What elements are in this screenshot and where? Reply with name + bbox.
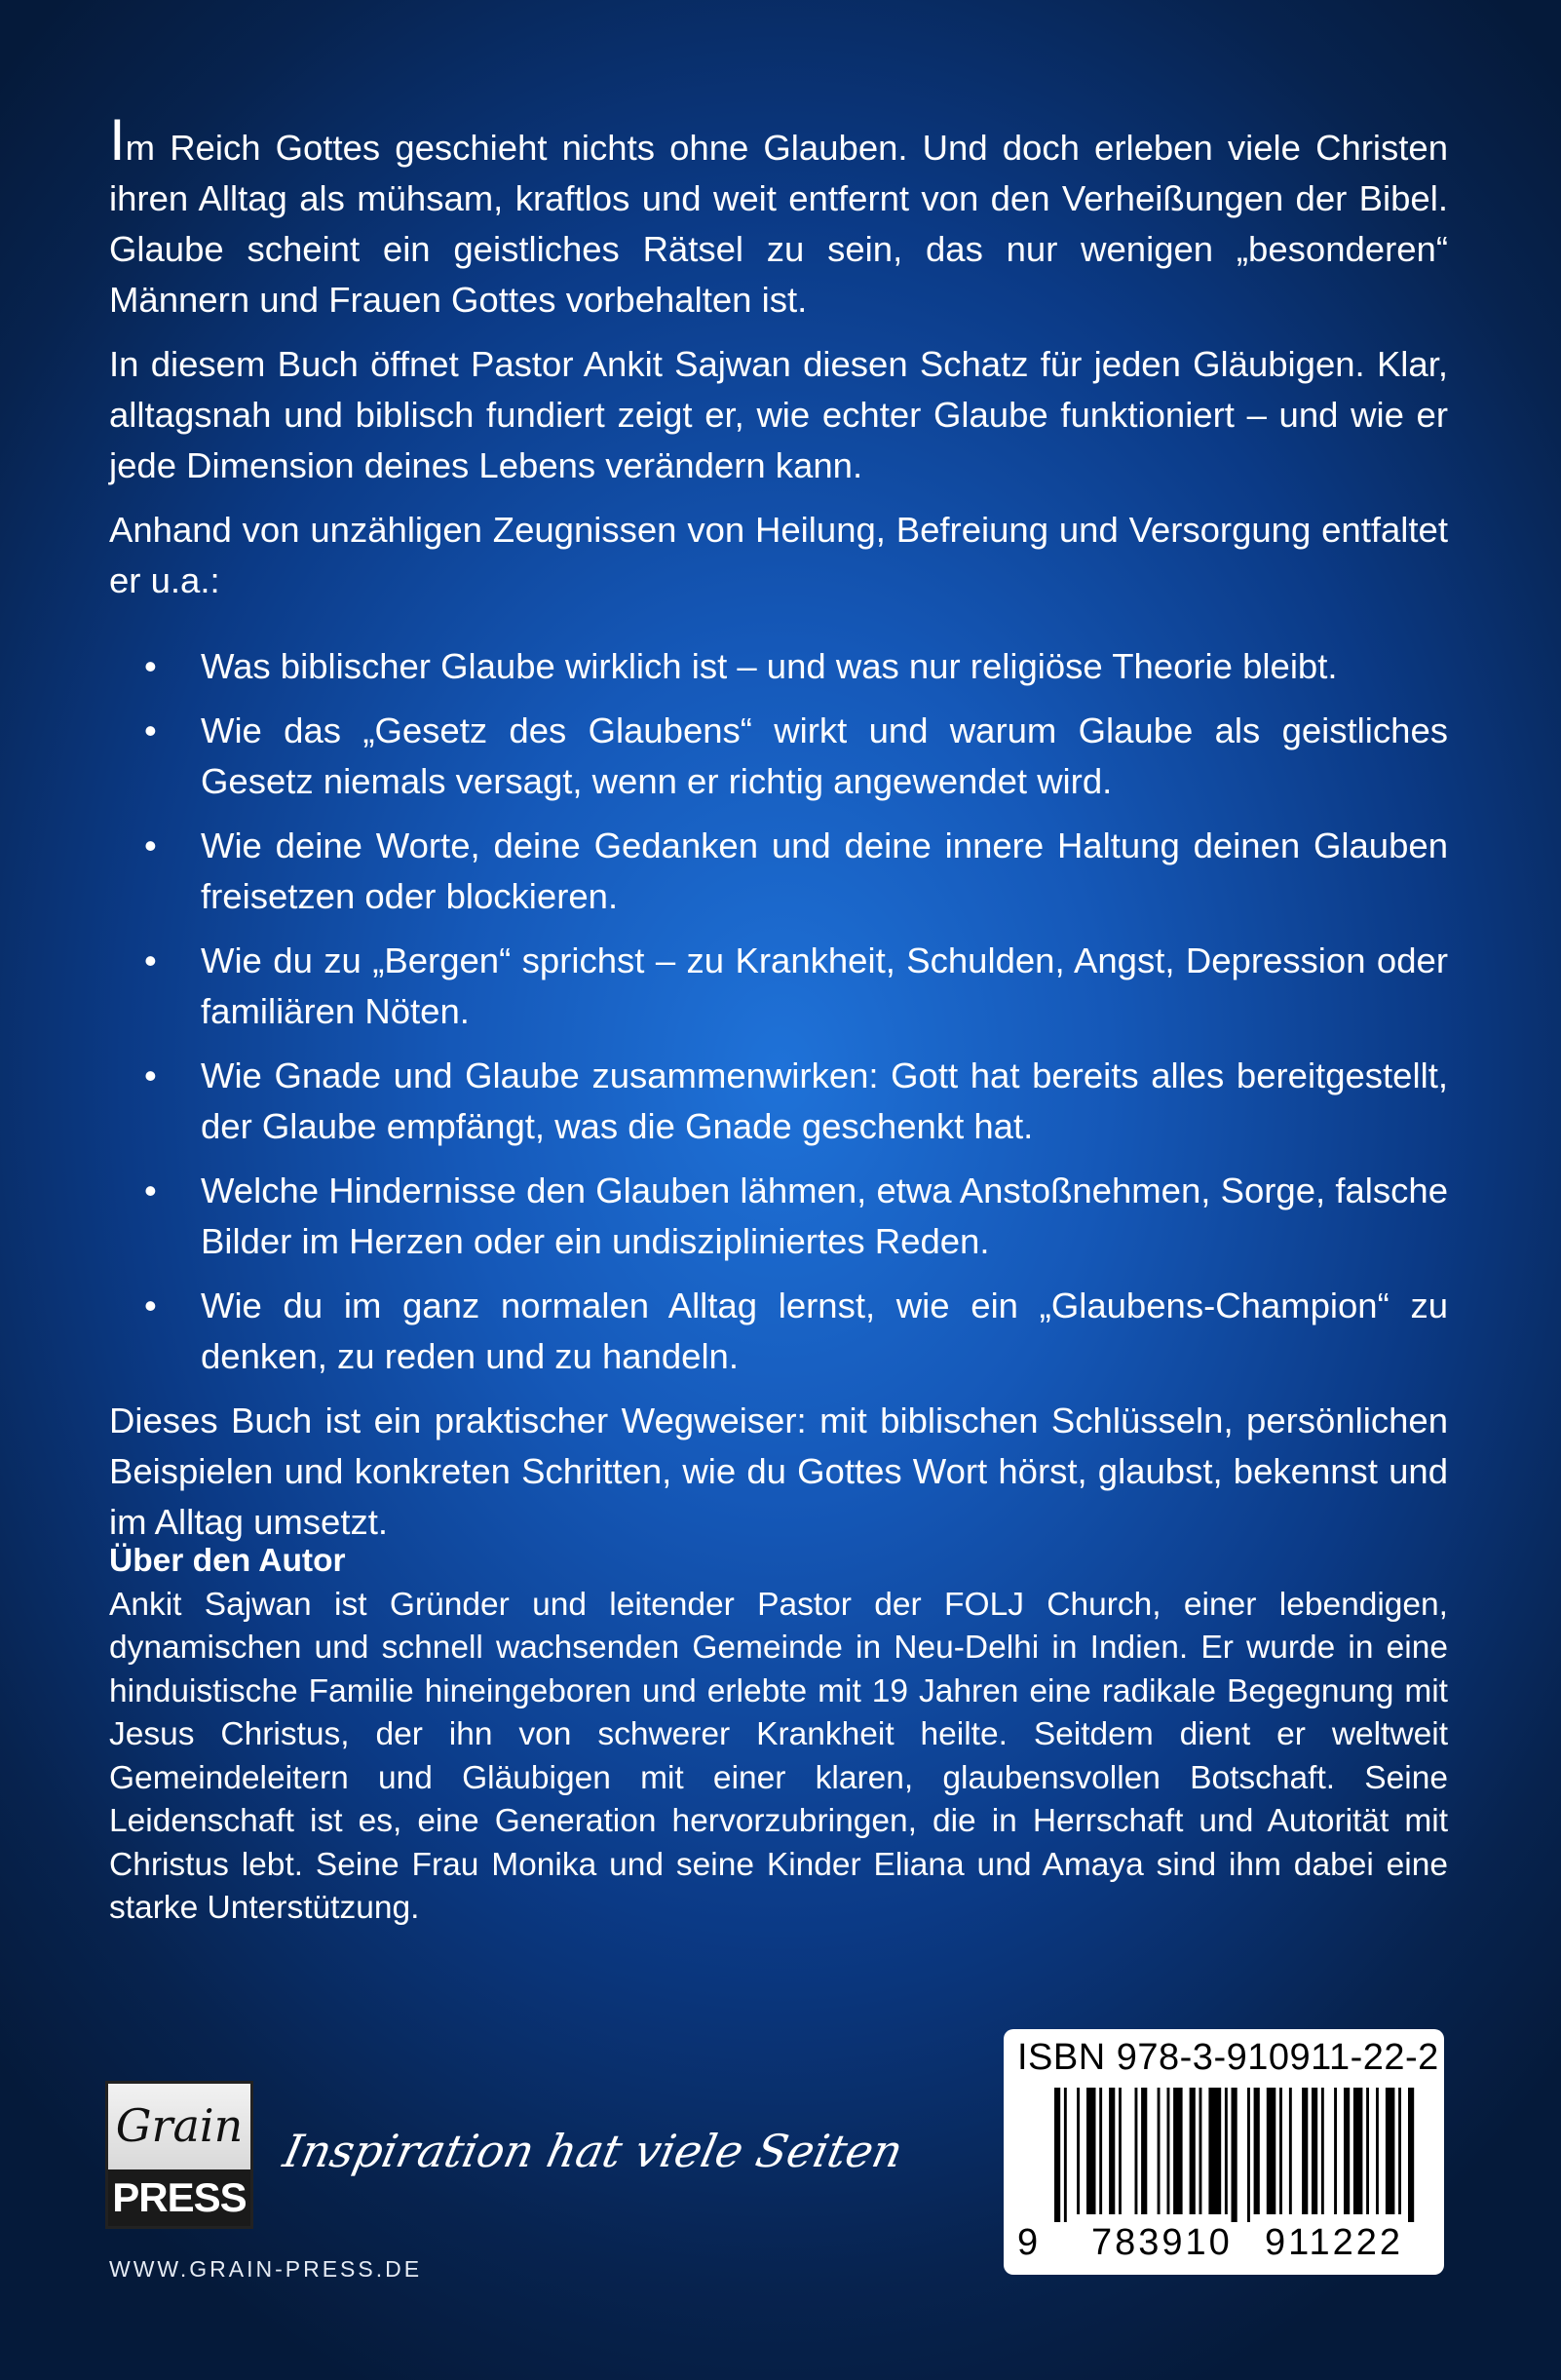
- intro-paragraph-3: Anhand von unzähligen Zeugnissen von Heilung, Befreiung und Versorgung entfaltet er u.a.:: [109, 510, 1448, 600]
- bullet-icon: •: [144, 1171, 157, 1210]
- barcode-digits-left: 783910: [1091, 2222, 1233, 2263]
- list-item-text: Welche Hindernisse den Glauben lähmen, etwa Anstoßnehmen, Sorge, falsche Bilder im Herzen oder ein undiszipliniertes Reden.: [201, 1171, 1448, 1261]
- barcode-bar: [1225, 2088, 1228, 2214]
- barcode-bar: [1208, 2088, 1221, 2214]
- barcode-bar: [1141, 2088, 1147, 2214]
- publisher-website: WWW.GRAIN-PRESS.DE: [109, 2256, 423, 2282]
- barcode-bar: [1398, 2088, 1401, 2214]
- barcode-bar: [1064, 2088, 1067, 2222]
- barcode-bar: [1312, 2088, 1317, 2214]
- list-item-text: Wie Gnade und Glaube zusammenwirken: Gott hat bereits alles bereitgestellt, der Glaube empfängt, was die Gnade geschenkt hat.: [201, 1056, 1448, 1146]
- list-item-text: Wie du im ganz normalen Alltag lernst, wie ein „Glaubens-Champion“ zu denken, zu reden und zu handeln.: [201, 1286, 1448, 1376]
- list-item-text: Was biblischer Glaube wirklich ist – und was nur religiöse Theorie bleibt.: [201, 646, 1338, 686]
- barcode-bar: [1408, 2088, 1414, 2222]
- bullet-icon: •: [144, 825, 157, 865]
- author-heading: Über den Autor: [109, 1543, 346, 1579]
- barcode-bar: [1135, 2088, 1138, 2214]
- list-item: [109, 936, 1448, 1037]
- barcode-bar: [1344, 2088, 1350, 2214]
- bullet-icon: •: [144, 646, 157, 686]
- barcode-bar: [1254, 2088, 1260, 2214]
- publisher-slogan: Inspiration hat viele Seiten: [279, 2125, 908, 2177]
- barcode-bar: [1334, 2088, 1337, 2214]
- list-item: [109, 641, 1448, 692]
- barcode-bar: [1247, 2088, 1250, 2222]
- logo-bottom-text: PRESS: [108, 2169, 250, 2226]
- barcode-bar: [1173, 2088, 1183, 2214]
- barcode-digit-first: 9: [1017, 2222, 1042, 2263]
- barcode-digits-right: 911222: [1265, 2222, 1403, 2263]
- barcode-bar: [1199, 2088, 1202, 2214]
- barcode-bar: [1077, 2088, 1080, 2214]
- blurb: [109, 107, 1448, 1561]
- list-item-text: Wie deine Worte, deine Gedanken und deine innere Haltung deinen Glauben freisetzen oder blockieren.: [201, 825, 1448, 916]
- list-item: [109, 1281, 1448, 1382]
- barcode-bar: [1289, 2088, 1292, 2214]
- isbn-label: ISBN 978-3-910911-22-2: [1017, 2037, 1439, 2078]
- barcode-bar: [1054, 2088, 1060, 2222]
- barcode-bar: [1167, 2088, 1170, 2214]
- barcode-bar: [1386, 2088, 1395, 2214]
- list-item-text: Wie das „Gesetz des Glaubens“ wirkt und warum Glaube als geistliches Gesetz niemals versagt, wenn er richtig angewendet wird.: [201, 710, 1448, 801]
- bullet-icon: •: [144, 940, 157, 980]
- barcode-icon: [1052, 2088, 1415, 2222]
- bullet-list: [109, 641, 1448, 1382]
- barcode-bar: [1267, 2088, 1276, 2214]
- barcode-bar: [1109, 2088, 1115, 2214]
- list-item: [109, 1051, 1448, 1152]
- barcode-bar: [1119, 2088, 1122, 2214]
- bullet-icon: •: [144, 710, 157, 750]
- barcode-bar: [1366, 2088, 1369, 2214]
- barcode-bar: [1232, 2088, 1237, 2222]
- intro-paragraph-1: Im Reich Gottes geschieht nichts ohne Glauben. Und doch erleben viele Christen ihren Alltag als mühsam, kraftlos und weit entfernt von den Verheißungen der Bibel. Glaube scheint ein geistliches Rätsel zu sein, das nur wenigen „besonderen“ Männern und Frauen Gottes vorbehalten ist.: [109, 107, 1448, 320]
- barcode-bar: [1302, 2088, 1308, 2214]
- isbn-barcode-box: [1004, 2029, 1444, 2275]
- barcode-bar: [1353, 2088, 1363, 2214]
- closing-paragraph: Dieses Buch ist ein praktischer Wegweiser: mit biblischen Schlüsseln, persönlichen Beispielen und konkreten Schritten, wie du Gottes Wort hörst, glaubst, bekennst und im Alltag umsetzt.: [109, 1401, 1448, 1542]
- publisher-logo: [105, 2081, 253, 2229]
- barcode-bar: [1190, 2088, 1196, 2214]
- barcode-bar: [1099, 2088, 1102, 2214]
- list-item: [109, 821, 1448, 922]
- intro-paragraph-2: In diesem Buch öffnet Pastor Ankit Sajwan diesen Schatz für jeden Gläubigen. Klar, alltagsnah und biblisch fundiert zeigt er, wie echter Glaube funktioniert – und wie er jede Dimension deines Lebens verändern kann.: [109, 344, 1448, 485]
- author-section: [109, 1540, 1448, 1931]
- list-item: [109, 706, 1448, 807]
- bullet-icon: •: [144, 1286, 157, 1325]
- bullet-icon: •: [144, 1056, 157, 1095]
- logo-top-text: Grain: [108, 2084, 250, 2169]
- list-item-text: Wie du zu „Bergen“ sprichst – zu Krankheit, Schulden, Angst, Depression oder familiären Nöten.: [201, 940, 1448, 1031]
- barcode-bar: [1376, 2088, 1379, 2214]
- list-item: [109, 1166, 1448, 1267]
- barcode-bar: [1321, 2088, 1324, 2214]
- barcode-bar: [1158, 2088, 1161, 2214]
- author-bio: Ankit Sajwan ist Gründer und leitender Pastor der FOLJ Church, einer lebendigen, dynamischen und schnell wachsenden Gemeinde in Neu-Delhi in Indien. Er wurde in eine hinduistische Familie hineingeboren und erlebte mit 19 Jahren eine radikale Begegnung mit Jesus Christus, der ihn von schwerer Krankheit heilte. Seitdem dient er weltweit Gemeindeleitern und Gläubigen mit einer klaren, glaubensvollen Botschaft. Seine Leidenschaft ist es, eine Generation hervorzubringen, die in Herrschaft und Autorität mit Christus lebt. Seine Frau Monika und seine Kinder Eliana und Amaya sind ihm dabei eine starke Unterstützung.: [109, 1586, 1448, 1926]
- barcode-bar: [1279, 2088, 1282, 2214]
- barcode-bar: [1086, 2088, 1096, 2214]
